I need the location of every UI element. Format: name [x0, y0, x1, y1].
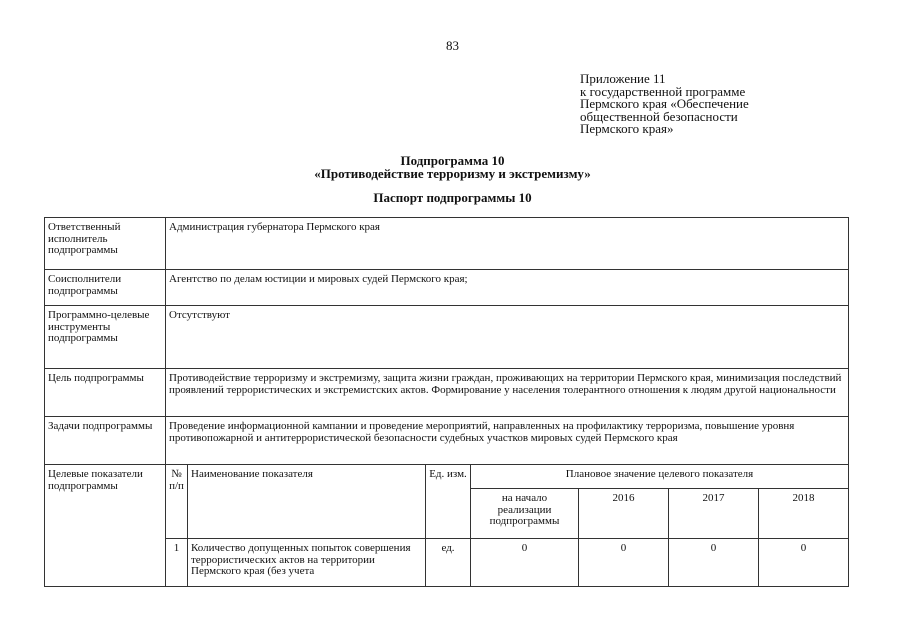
- row-tasks: [45, 417, 849, 465]
- indicators-2017-header: 2017: [669, 489, 759, 539]
- indicators-2016-header: 2016: [579, 489, 669, 539]
- indicator-2018-value: 0: [759, 539, 849, 587]
- responsible-value: Администрация губернатора Пермского края: [166, 218, 849, 270]
- goal-label: Цель подпрограммы: [45, 369, 166, 417]
- subprogram-title: Подпрограмма 10: [400, 153, 505, 168]
- row-instruments: [45, 306, 849, 369]
- tasks-value: Проведение информационной кампании и проведение мероприятий, направленных на профилактику терроризма, повышение уровня противопожарной и антитеррористической безопасности судебных участков мировых судей Пермского края: [166, 417, 849, 465]
- coexecutors-value: Агентство по делам юстиции и мировых судей Пермского края;: [166, 270, 849, 306]
- row-responsible: [45, 218, 849, 270]
- indicators-2018-header: 2018: [759, 489, 849, 539]
- indicators-start-header: на начало реализации подпрограммы: [471, 489, 579, 539]
- indicators-header-row: [45, 465, 849, 489]
- appendix-line: Приложение 11: [580, 71, 666, 86]
- appendix-line: Пермского края «Обеспечение: [580, 96, 749, 111]
- indicators-name-header: Наименование показателя: [188, 465, 426, 539]
- responsible-label: Ответственный исполнитель подпрограммы: [45, 218, 166, 270]
- indicator-2017-value: 0: [669, 539, 759, 587]
- subprogram-subtitle: «Противодействие терроризму и экстремизму»: [314, 166, 591, 181]
- passport-table: [44, 217, 849, 587]
- indicator-num: 1: [166, 539, 188, 587]
- passport-title: Паспорт подпрограммы 10: [373, 190, 532, 205]
- tasks-label: Задачи подпрограммы: [45, 417, 166, 465]
- indicators-num-header: № п/п: [166, 465, 188, 539]
- appendix-note: [580, 73, 749, 136]
- appendix-line: Пермского края»: [580, 121, 674, 136]
- indicator-unit: ед.: [426, 539, 471, 587]
- goal-value: Противодействие терроризму и экстремизму, защита жизни граждан, проживающих на территории Пермского края, минимизация последствий проявлений террористических и экстремистских актов. Формирование у населения толерантного отношения к людям другой национальности: [166, 369, 849, 417]
- indicators-label: Целевые показатели подпрограммы: [45, 465, 166, 587]
- indicator-2016-value: 0: [579, 539, 669, 587]
- appendix-line: общественной безопасности: [580, 108, 738, 124]
- row-goal: [45, 369, 849, 417]
- row-coexecutors: [45, 270, 849, 306]
- indicators-plan-header: Плановое значение целевого показателя: [471, 465, 849, 489]
- page-number: 83: [446, 38, 459, 53]
- instruments-label: Программно-целевые инструменты подпрограммы: [45, 306, 166, 369]
- appendix-line: к государственной программе: [580, 83, 746, 99]
- indicators-unit-header: Ед. изм.: [426, 465, 471, 539]
- table-row: [45, 539, 849, 587]
- coexecutors-label: Соисполнители подпрограммы: [45, 270, 166, 306]
- indicator-start-value: 0: [471, 539, 579, 587]
- indicator-name: Количество допущенных попыток совершения террористических актов на территории Пермского края (без учета: [188, 539, 426, 587]
- instruments-value: Отсутствуют: [166, 306, 849, 369]
